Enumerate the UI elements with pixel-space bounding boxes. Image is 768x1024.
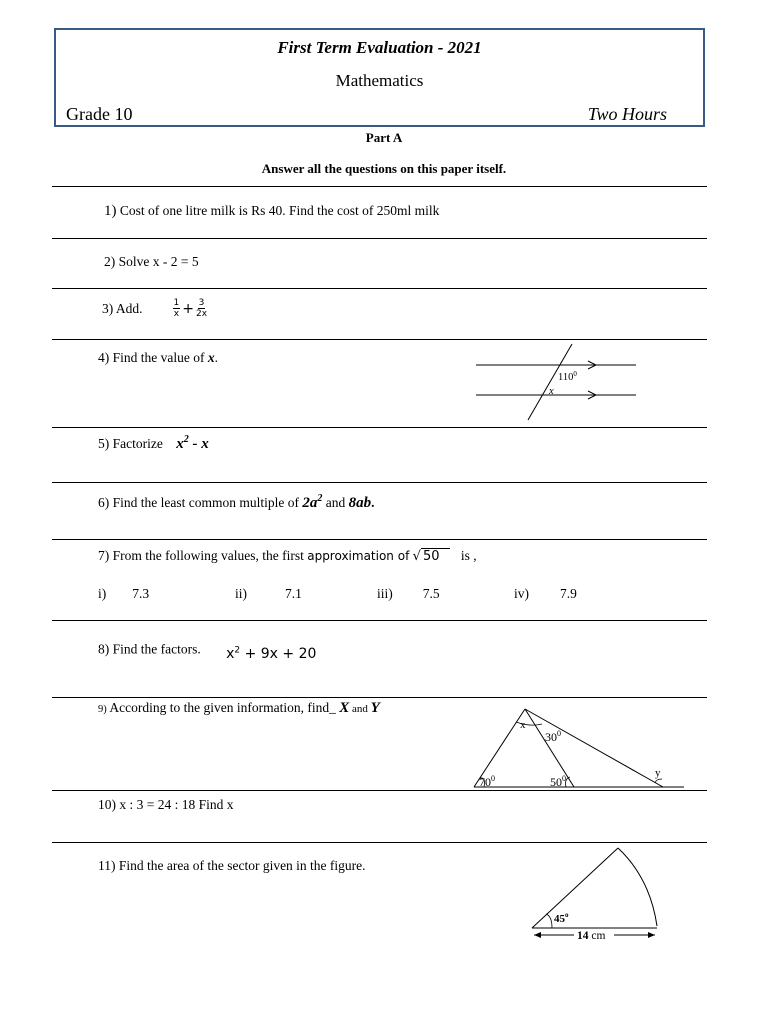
header-box xyxy=(54,28,705,127)
question-text: 3) Add. xyxy=(102,300,143,316)
question-4: 4) Find the value of x. xyxy=(98,350,218,365)
term: $2a^2$ xyxy=(302,493,323,511)
fraction: $\frac{3}{2x}$ xyxy=(195,298,208,319)
angle-50: $50^0$ xyxy=(550,774,566,789)
divider xyxy=(52,697,707,698)
sector-figure xyxy=(522,842,667,944)
option-2: ii) 7.1 xyxy=(235,586,302,601)
divider xyxy=(52,539,707,540)
angle-30: $30^0$ xyxy=(545,729,561,744)
sector-angle: 45$^o$ xyxy=(554,911,569,925)
plus-sign: + xyxy=(182,300,194,317)
angle-label: $110^0$ xyxy=(558,370,577,383)
question-9: 9) According to the given information, find_ X and Y xyxy=(98,700,380,716)
divider xyxy=(52,427,707,428)
part-heading: Part A xyxy=(365,130,403,145)
instructions: Answer all the questions on this paper itself. xyxy=(261,161,507,176)
divider xyxy=(52,620,707,621)
exam-title: First Term Evaluation - 2021 xyxy=(277,38,482,57)
x-label: x xyxy=(520,719,526,731)
fraction: $\frac{1}{x}$ xyxy=(173,298,180,319)
angle-70: $70^0$ xyxy=(479,774,495,789)
expression: $x^2 + 9x + 20$ xyxy=(226,645,317,662)
y-label: y xyxy=(655,767,661,779)
variable-label: x xyxy=(549,386,554,397)
question-text: 8) Find the factors. xyxy=(98,641,201,657)
duration-label: Two Hours xyxy=(587,104,667,124)
question-2: 2) Solve x - 2 = 5 xyxy=(104,254,199,269)
divider xyxy=(52,482,707,483)
question-8 xyxy=(98,641,317,662)
grade-label: Grade 10 xyxy=(66,104,133,124)
square-root: √ 50 xyxy=(413,548,450,564)
expression: $x^2$ - x xyxy=(176,434,209,452)
question-3 xyxy=(102,298,207,319)
question-10: 10) x : 3 = 24 : 18 Find x xyxy=(98,797,234,812)
subject-title: Mathematics xyxy=(335,71,424,90)
question-1 xyxy=(104,203,439,220)
question-text: 5) Factorize xyxy=(98,436,163,451)
parallel-lines-figure xyxy=(470,340,645,425)
question-number: 1) xyxy=(104,203,117,219)
option-1: i) 7.3 xyxy=(98,586,150,601)
question-6: 6) Find the least common multiple of $2a^2$ and 8ab. xyxy=(98,493,375,511)
question-11: 11) Find the area of the sector given in the figure. xyxy=(98,858,366,873)
triangle-figure xyxy=(470,705,690,792)
variable: x xyxy=(207,350,215,365)
divider xyxy=(52,186,707,187)
question-5 xyxy=(98,434,209,453)
question-text: Cost of one litre milk is Rs 40. Find the cost of 250ml milk xyxy=(116,203,440,218)
question-7: 7) From the following values, the first approximation of √ 50 is , xyxy=(98,548,477,564)
divider xyxy=(52,288,707,289)
option-3: iii) 7.5 xyxy=(377,586,440,601)
radius-label: 14 cm xyxy=(577,930,606,942)
term: 8ab xyxy=(348,495,372,511)
option-4: iv) 7.9 xyxy=(514,586,577,601)
divider xyxy=(52,238,707,239)
